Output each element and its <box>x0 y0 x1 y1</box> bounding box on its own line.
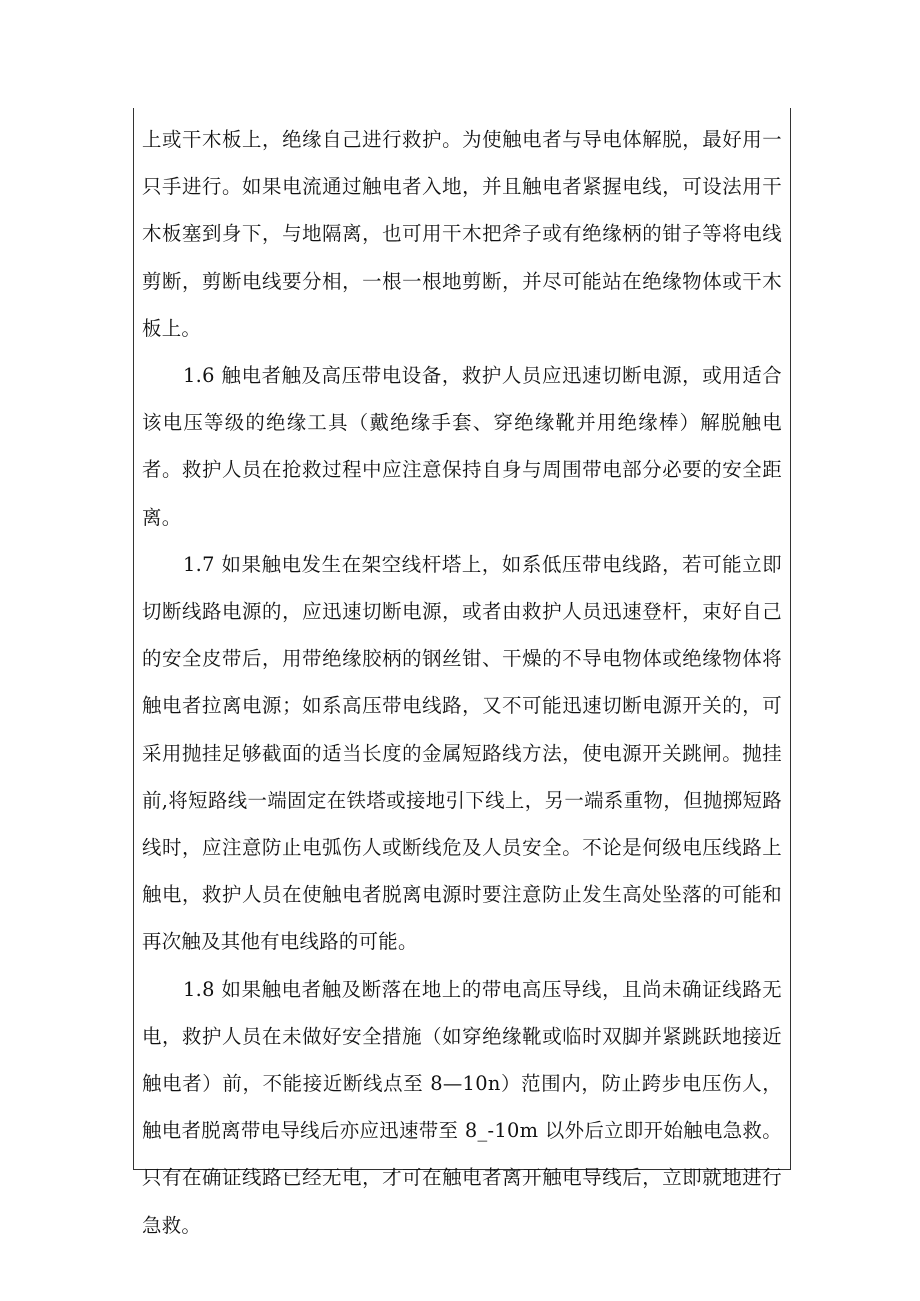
paragraph-1-8-fallen-wire: 1.8 如果触电者触及断落在地上的带电高压导线，且尚未确证线路无电，救护人员在未做好安全措施（如穿绝缘靴或临时双脚并紧跳跃地接近触电者）前，不能接近断线点至 8—10n）范围内，防止跨步电压伤人，触电者脱离带电导线后亦应迅速带至 8_-10m 以外后立即开始触电急救。只有在确证线路已经无电，才可在触电者离开触电导线后，立即就地进行急救。 <box>142 977 782 1237</box>
document-body <box>142 116 782 1249</box>
paragraph-1-7-overhead-line: 1.7 如果触电发生在架空线杆塔上，如系低压带电线路，若可能立即切断线路电源的，应迅速切断电源，或者由救护人员迅速登杆，束好自己的安全皮带后，用带绝缘胶柄的钢丝钳、干燥的不导电物体或绝缘物体将触电者拉离电源；如系高压带电线路，又不可能迅速切断电源开关的，可采用抛挂足够截面的适当长度的金属短路线方法，使电源开关跳闸。抛挂前,将短路线一端固定在铁塔或接地引下线上，另一端系重物，但抛掷短路线时，应注意防止电弧伤人或断线危及人员安全。不论是何级电压线路上触电，救护人员在使触电者脱离电源时要注意防止发生高处坠落的可能和再次触及其他有电线路的可能。 <box>142 552 782 954</box>
paragraph-1-6-high-voltage: 1.6 触电者触及高压带电设备，救护人员应迅速切断电源，或用适合该电压等级的绝缘工具（戴绝缘手套、穿绝缘靴并用绝缘棒）解脱触电者。救护人员在抢救过程中应注意保持自身与周围带电部分必要的安全距离。 <box>142 364 782 529</box>
document-frame <box>133 108 791 1237</box>
paragraph-rescue-insulation: 上或干木板上，绝缘自己进行救护。为使触电者与导电体解脱，最好用一只手进行。如果电流通过触电者入地，并且触电者紧握电线，可设法用干木板塞到身下，与地隔离，也可用干木把斧子或有绝缘柄的钳子等将电线剪断，剪断电线要分相，一根一根地剪断，并尽可能站在绝缘物体或干木板上。 <box>142 128 782 340</box>
